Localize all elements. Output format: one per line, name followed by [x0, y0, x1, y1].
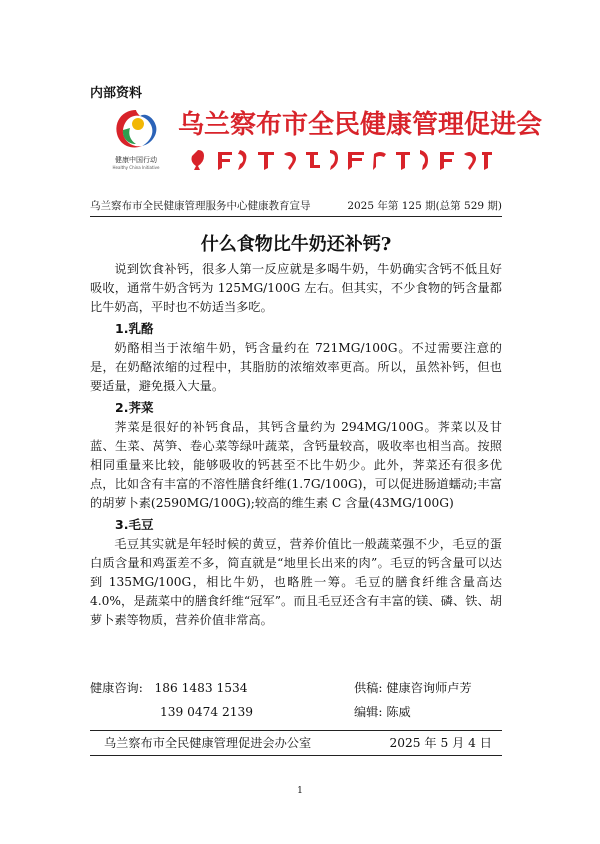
healthy-china-logo: [108, 104, 164, 170]
contact-label: 健康咨询:: [90, 681, 143, 695]
contact-phone-2: 139 0474 2139: [160, 705, 254, 719]
publisher-line: [90, 198, 502, 213]
page-number: 1: [297, 786, 303, 796]
section-heading-cheese: 1.乳酪: [115, 321, 154, 336]
publisher-name: 乌兰察布市全民健康管理服务中心健康教育宣导: [90, 200, 311, 212]
editor: 编辑: 陈威: [354, 705, 411, 719]
logo-caption-en: Healthy China Initiative: [112, 165, 160, 170]
supplier: 供稿: 健康咨询师卢芳: [354, 681, 472, 695]
healthy-china-emblem-icon: [108, 104, 164, 154]
section-body-cheese: 奶酪相当于浓缩牛奶，钙含量约在 721MG/100G。不过需要注意的是，在奶酪浓缩的过程中，其脂肪的浓缩效率更高。所以，虽然补钙，但也要适量，避免摄入大量。: [90, 341, 502, 393]
section-body-edamame: 毛豆其实就是年轻时候的黄豆，营养价值比一般蔬菜强不少，毛豆的蛋白质含量和鸡蛋差不多，简直就是“地里长出来的肉”。毛豆的钙含量可以达到 135MG/100G，相比牛奶，也略胜一筹。毛豆的膳食纤维含量高达 4.0%，是蔬菜中的膳食纤维“冠军”。而且毛豆还含有丰富的镁、磷、铁、胡萝卜素等物质，营养价值非常高。: [90, 537, 502, 627]
footer-office: 乌兰察布市全民健康管理促进会办公室: [104, 736, 312, 750]
header-divider: [90, 216, 502, 217]
footer-date: 2025 年 5 月 4 日: [389, 736, 492, 750]
contact-block: [90, 676, 502, 724]
article-body: [90, 260, 502, 630]
internal-label: 内部资料: [90, 86, 143, 101]
footer-top-rule: [90, 730, 502, 731]
section-heading-edamame: 3.毛豆: [115, 517, 154, 532]
mongolian-script-title: [178, 146, 498, 174]
footer-bottom-rule: [90, 755, 502, 756]
footer: [90, 734, 502, 751]
issue-number: 2025 年第 125 期(总第 529 期): [347, 200, 502, 212]
logo-caption: 健康中国行动: [115, 156, 157, 164]
contact-phone-1: 186 1483 1534: [154, 681, 248, 695]
org-title: 乌兰察布市全民健康管理促进会: [178, 110, 543, 140]
section-heading-shepherds-purse: 2.荠菜: [115, 400, 154, 415]
article-title: 什么食物比牛奶还补钙?: [200, 234, 392, 255]
intro-paragraph: 说到饮食补钙，很多人第一反应就是多喝牛奶，牛奶确实含钙不低且好吸收，通常牛奶含钙为 125MG/100G 左右。但其实，不少食物的钙含量都比牛奶高，平时也不妨适当多吃。: [90, 262, 502, 314]
section-body-shepherds-purse: 荠菜是很好的补钙食品，其钙含量约为 294MG/100G。荠菜以及甘蓝、生菜、莴笋、卷心菜等绿叶蔬菜，含钙量较高，吸收率也相当高。按照相同重量来比较，能够吸收的钙甚至不比牛奶少。此外，荠菜还有很多优点，比如含有丰富的不溶性膳食纤维(1.7G/100G)，可以促进肠道蠕动;丰富的胡萝卜素(2590MG/100G);较高的维生素 C 含量(43MG/100G): [90, 420, 502, 510]
